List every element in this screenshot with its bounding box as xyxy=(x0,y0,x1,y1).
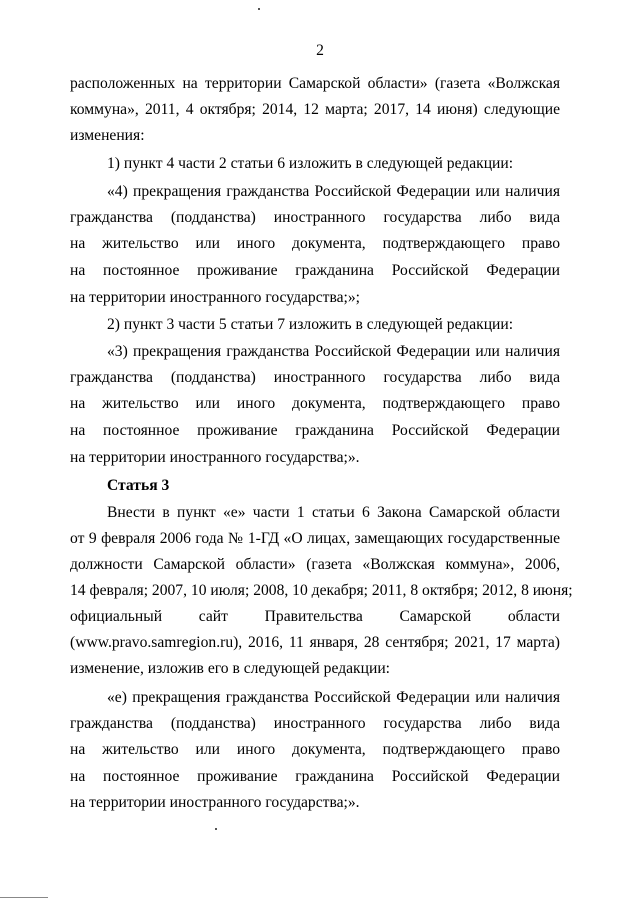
text-line-26: на жительство или иного документа, подтверждающего право xyxy=(70,741,560,758)
text-line-9: на территории иностранного государства;»; xyxy=(70,289,360,306)
article-heading: Статья 3 xyxy=(107,477,170,494)
scan-speck xyxy=(215,828,217,830)
text-line-20: 14 февраля; 2007, 10 июля; 2008, 10 декабря; 2011, 8 октября; 2012, 8 июня; xyxy=(70,582,573,599)
text-line-24: «е) прекращения гражданства Российской Федерации или наличия xyxy=(107,689,560,706)
text-line-23: изменение, изложив его в следующей редакции: xyxy=(70,660,390,677)
text-line-28: на территории иностранного государства;». xyxy=(70,794,360,811)
scan-edge-line xyxy=(0,897,48,898)
text-line-1: расположенных на территории Самарской области» (газета «Волжская xyxy=(70,75,560,92)
text-line-3: изменения: xyxy=(70,127,145,144)
text-line-21: официальный сайт Правительства Самарской области xyxy=(70,608,560,625)
text-line-25: гражданства (подданства) иностранного государства либо вида xyxy=(70,715,560,732)
text-line-11: «3) прекращения гражданства Российской Федерации или наличия xyxy=(107,343,560,360)
text-line-4: 1) пункт 4 части 2 статьи 6 изложить в следующей редакции: xyxy=(107,155,514,172)
page-number: 2 xyxy=(316,42,324,59)
text-line-5: «4) прекращения гражданства Российской Федерации или наличия xyxy=(107,183,560,200)
text-line-12: гражданства (подданства) иностранного государства либо вида xyxy=(70,369,560,386)
text-line-27: на постоянное проживание гражданина Российской Федерации xyxy=(70,768,560,785)
text-line-15: на территории иностранного государства;». xyxy=(70,449,360,466)
text-line-8: на постоянное проживание гражданина Российской Федерации xyxy=(70,262,560,279)
text-line-10: 2) пункт 3 части 5 статьи 7 изложить в следующей редакции: xyxy=(107,316,514,333)
text-line-13: на жительство или иного документа, подтверждающего право xyxy=(70,395,560,412)
text-line-18: от 9 февраля 2006 года № 1-ГД «О лицах, замещающих государственные xyxy=(70,530,560,547)
text-line-22: (www.pravo.samregion.ru), 2016, 11 января, 28 сентября; 2021, 17 марта) xyxy=(70,634,560,651)
scan-speck xyxy=(258,8,260,10)
text-line-19: должности Самарской области» (газета «Волжская коммуна», 2006, xyxy=(70,556,560,573)
text-line-7: на жительство или иного документа, подтверждающего право xyxy=(70,235,560,252)
text-line-14: на постоянное проживание гражданина Российской Федерации xyxy=(70,422,560,439)
text-line-6: гражданства (подданства) иностранного государства либо вида xyxy=(70,209,560,226)
text-line-2: коммуна», 2011, 4 октября; 2014, 12 марта; 2017, 14 июня) следующие xyxy=(70,101,560,118)
text-line-17: Внести в пункт «е» части 1 статьи 6 Закона Самарской области xyxy=(107,504,560,521)
